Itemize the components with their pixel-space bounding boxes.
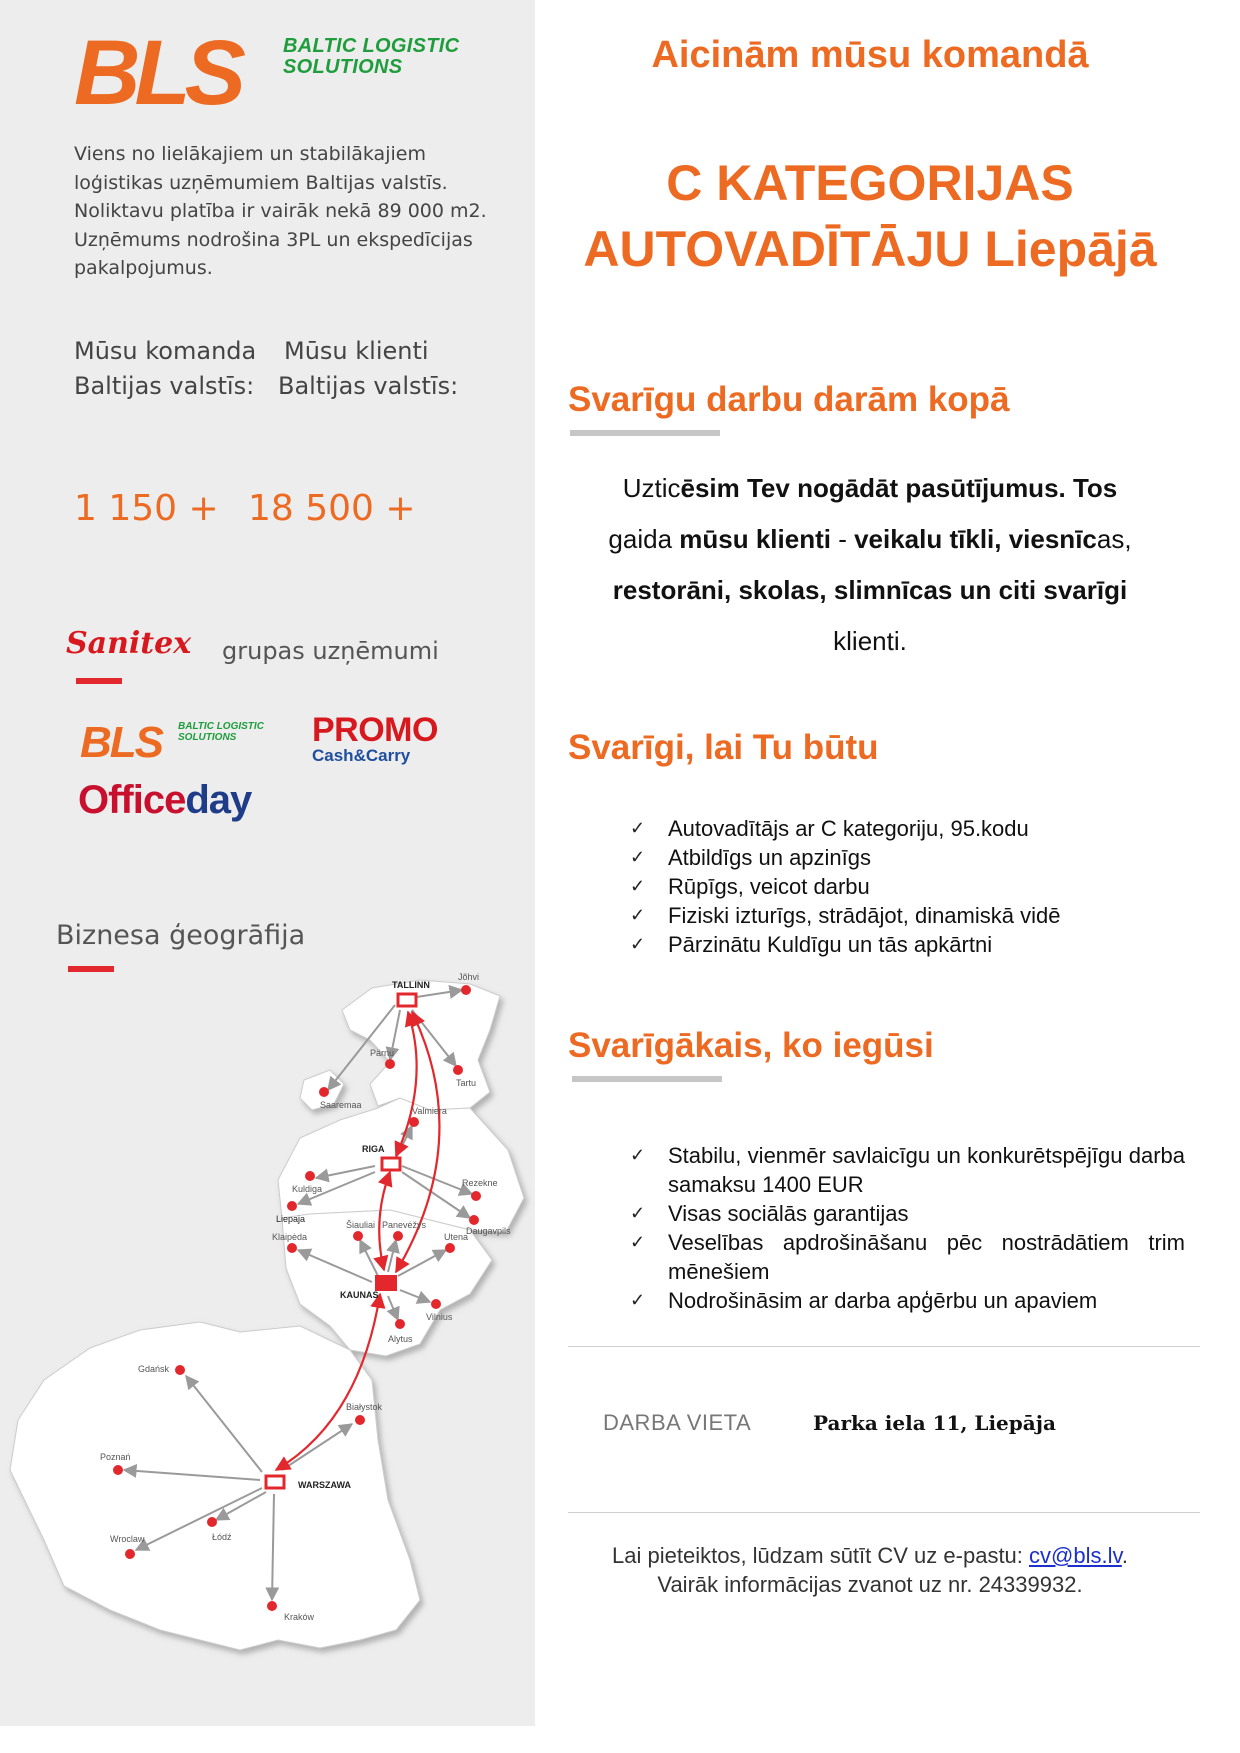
list-item: ✓ Stabilu, vienmēr savlaicīgu un konkurētspējīgu darba samaksu 1400 EUR xyxy=(630,1143,1185,1197)
red-underline xyxy=(76,678,122,684)
pin-utena xyxy=(445,1243,455,1253)
hub-kaunas xyxy=(376,1276,396,1290)
section-title-requirements: Svarīgi, lai Tu būtu xyxy=(568,728,879,767)
pin-liepaja xyxy=(287,1201,297,1211)
pin-kuldiga xyxy=(305,1171,315,1181)
section-title-benefits: Svarīgākais, ko iegūsi xyxy=(568,1026,934,1065)
hub-riga xyxy=(382,1158,400,1170)
label-liepaja: Liepaja xyxy=(276,1214,306,1224)
pin-siauliai xyxy=(353,1231,363,1241)
label-daugavpils: Daugavpils xyxy=(466,1226,511,1236)
requirements-list xyxy=(630,814,1150,959)
hub-tallinn xyxy=(398,994,416,1006)
pin-bialystok xyxy=(355,1415,365,1425)
list-item: ✓ Autovadītājs ar C kategoriju, 95.kodu xyxy=(630,816,1029,841)
label-saaremaa: Saaremaa xyxy=(320,1100,362,1110)
promo-logo-subtitle: Cash&Carry xyxy=(312,746,411,765)
bls-group-logo: BLS xyxy=(80,718,162,767)
pin-vilnius xyxy=(431,1299,441,1309)
list-item: ✓ Atbildīgs un apzinīgs xyxy=(630,845,872,870)
label-rezekne: Rezekne xyxy=(462,1178,498,1188)
section-text-together: Uzticēsim Tev nogādāt pasūtījumus. Tos gaida mūsu klienti - veikalu tīkli, viesnīcas, restorāni, skolas, slimnīcas un citi svarīgi klienti. xyxy=(608,473,1132,656)
label-siauliai: Šiauliai xyxy=(346,1220,376,1230)
label-wroclaw: Wroclaw xyxy=(110,1534,145,1544)
pin-gdansk xyxy=(175,1365,185,1375)
apply-info: Lai pieteiktos, lūdzam sūtīt CV uz e-pastu: cv@bls.lv. Vairāk informācijas zvanot uz nr. 24339932. xyxy=(612,1543,1128,1597)
bls-logo xyxy=(74,30,274,112)
pin-alytus xyxy=(395,1319,405,1329)
label-gdansk: Gdańsk xyxy=(138,1364,170,1374)
pin-tartu xyxy=(453,1065,463,1075)
pin-johvi xyxy=(461,985,471,995)
check-icon: ✓ xyxy=(630,1203,646,1223)
label-lodz: Łódź xyxy=(212,1532,232,1542)
position-title: C KATEGORIJAS AUTOVADĪTĀJU Liepājā xyxy=(583,155,1157,277)
label-kaunas: KAUNAS xyxy=(340,1290,379,1300)
label-tartu: Tartu xyxy=(456,1078,477,1088)
pin-saaremaa xyxy=(319,1087,329,1097)
check-icon: ✓ xyxy=(630,1145,646,1165)
label-tallinn: TALLINN xyxy=(392,980,430,990)
pin-wroclaw xyxy=(125,1549,135,1559)
list-item: ✓ Nodrošināsim ar darba apģērbu un apaviem xyxy=(630,1288,1098,1313)
svg-text:BLS: BLS xyxy=(74,30,240,112)
check-icon: ✓ xyxy=(630,847,646,867)
check-icon: ✓ xyxy=(630,818,646,838)
pin-klaipeda xyxy=(287,1243,297,1253)
team-label: Mūsu komanda Baltijas valstīs: xyxy=(74,337,257,400)
label-alytus: Alytus xyxy=(388,1334,413,1344)
check-icon: ✓ xyxy=(630,876,646,896)
officeday-logo: Officeday xyxy=(78,778,252,822)
invite-title: Aicinām mūsu komandā xyxy=(651,34,1089,76)
gray-underline xyxy=(572,1076,722,1082)
pin-lodz xyxy=(207,1517,217,1527)
pin-panevezys xyxy=(393,1231,403,1241)
list-item: ✓ Fiziski izturīgs, strādājot, dinamiskā vidē xyxy=(630,903,1061,928)
label-panevezys: Panevėžys xyxy=(382,1220,427,1230)
pin-valmiera xyxy=(409,1117,419,1127)
label-valmiera: Valmiera xyxy=(412,1106,447,1116)
pin-daugavpils xyxy=(469,1215,479,1225)
pin-parnu xyxy=(385,1059,395,1069)
label-bialystok: Białystok xyxy=(346,1402,383,1412)
list-item: ✓ Pārzinātu Kuldīgu un tās apkārtni xyxy=(630,932,993,957)
label-vilnius: Vilnius xyxy=(426,1312,453,1322)
label-utena: Utena xyxy=(444,1232,469,1242)
pin-krakow xyxy=(267,1601,277,1611)
label-riga: RIGA xyxy=(362,1144,385,1154)
label-johvi: Jõhvi xyxy=(458,972,480,982)
list-item: ✓ Veselības apdrošināšanu pēc nostrādātiem trim mēnešiem xyxy=(630,1230,1185,1284)
group-label: grupas uzņēmumi xyxy=(222,637,439,665)
list-item: ✓ Visas sociālās garantijas xyxy=(630,1201,909,1226)
pin-poznan xyxy=(113,1465,123,1475)
label-warszawa: WARSZAWA xyxy=(298,1480,351,1490)
email-link[interactable]: cv@bls.lv xyxy=(1029,1543,1122,1568)
promo-logo: PROMO xyxy=(312,711,438,749)
check-icon: ✓ xyxy=(630,1232,646,1252)
clients-label: Mūsu klienti Baltijas valstīs: xyxy=(278,337,459,400)
check-icon: ✓ xyxy=(630,905,646,925)
team-value: 1 150 + xyxy=(74,488,219,529)
hub-warszawa xyxy=(266,1476,284,1488)
label-krakow: Kraków xyxy=(284,1612,315,1622)
geography-title: Biznesa ģeogrāfija xyxy=(56,920,306,951)
check-icon: ✓ xyxy=(630,1290,646,1310)
check-icon: ✓ xyxy=(630,934,646,954)
bls-group-logo-subtitle: BALTIC LOGISTIC SOLUTIONS xyxy=(178,721,264,743)
label-poznan: Poznań xyxy=(100,1452,131,1462)
divider xyxy=(568,1512,1200,1513)
sanitex-logo: Sanitex xyxy=(66,626,192,661)
benefits-list xyxy=(630,1141,1185,1315)
workplace-label: DARBA VIETA xyxy=(603,1410,752,1435)
label-kuldiga: Kuldiga xyxy=(292,1184,323,1194)
section-title-together: Svarīgu darbu darām kopā xyxy=(568,380,1010,419)
clients-value: 18 500 + xyxy=(248,488,416,529)
bls-logo-subtitle: BALTIC LOGISTIC SOLUTIONS xyxy=(283,35,460,78)
label-klaipeda: Klaipėda xyxy=(272,1232,308,1242)
business-map xyxy=(0,960,535,1660)
divider xyxy=(568,1346,1200,1347)
list-item: ✓ Rūpīgs, veicot darbu xyxy=(630,874,870,899)
workplace-address: Parka iela 11, Liepāja xyxy=(813,1411,1056,1435)
pin-rezekne xyxy=(471,1191,481,1201)
label-parnu: Pärnu xyxy=(370,1048,395,1058)
estonia-shape xyxy=(342,980,500,1110)
gray-underline xyxy=(570,430,720,436)
company-intro: Viens no lielākajiem un stabilākajiem loģistikas uzņēmumiem Baltijas valstīs. Noliktavu platība ir vairāk nekā 89 000 m2. Uzņēmums nodrošina 3PL un ekspedīcijas pakalpojumus. xyxy=(74,143,487,279)
